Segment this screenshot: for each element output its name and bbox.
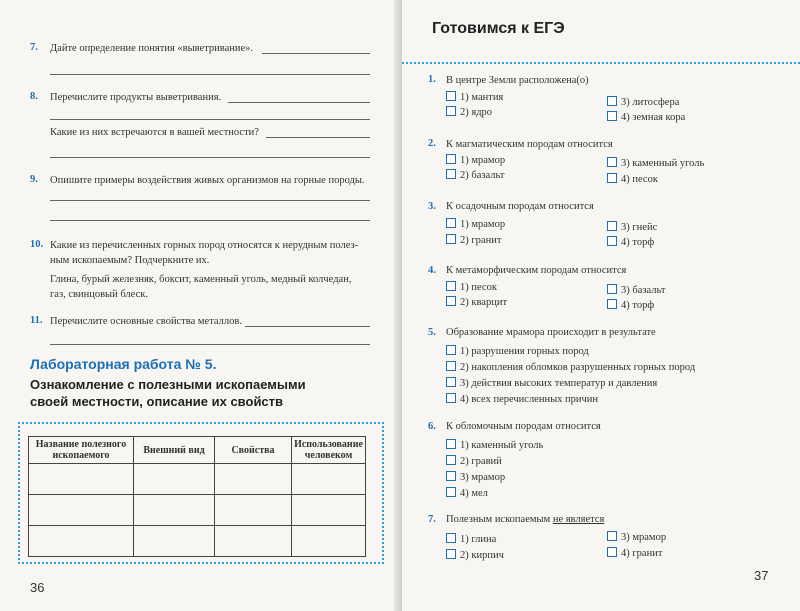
q8-text: Перечислите продукты выветривания. bbox=[50, 92, 222, 103]
answer-option[interactable]: 2) гравий bbox=[446, 455, 502, 468]
answer-option[interactable]: 2) базальт bbox=[446, 169, 505, 182]
page-number-left: 36 bbox=[30, 580, 45, 595]
checkbox-icon[interactable] bbox=[607, 157, 617, 167]
checkbox-icon[interactable] bbox=[446, 361, 456, 371]
exam-q2-text: К магматическим породам относится bbox=[446, 139, 613, 150]
exam-q5-number: 5. bbox=[428, 327, 436, 338]
answer-line bbox=[50, 74, 370, 75]
answer-option[interactable]: 2) ядро bbox=[446, 106, 492, 119]
exam-q6-text: К обломочным породам относится bbox=[446, 421, 601, 432]
q11-text: Перечислите основные свойства металлов. bbox=[50, 316, 242, 327]
checkbox-icon[interactable] bbox=[446, 345, 456, 355]
checkbox-icon[interactable] bbox=[446, 377, 456, 387]
checkbox-icon[interactable] bbox=[446, 296, 456, 306]
answer-line bbox=[50, 344, 370, 345]
checkbox-icon[interactable] bbox=[446, 154, 456, 164]
q10-number: 10. bbox=[30, 239, 44, 250]
exam-q4-number: 4. bbox=[428, 265, 436, 276]
answer-option[interactable]: 1) песок bbox=[446, 281, 497, 294]
q8-subquestion: Какие из них встречаются в вашей местности? bbox=[50, 127, 259, 138]
checkbox-icon[interactable] bbox=[607, 531, 617, 541]
table-cell[interactable] bbox=[29, 495, 134, 526]
answer-option[interactable]: 3) действия высоких температур и давления bbox=[446, 377, 657, 390]
answer-option[interactable]: 4) торф bbox=[607, 299, 654, 312]
exam-q1-text: В центре Земли расположена(о) bbox=[446, 75, 589, 86]
answer-option[interactable]: 4) земная кора bbox=[607, 111, 685, 124]
table-header-row bbox=[29, 437, 366, 464]
checkbox-icon[interactable] bbox=[607, 173, 617, 183]
table-cell[interactable] bbox=[134, 495, 215, 526]
table-cell[interactable] bbox=[215, 495, 292, 526]
table-cell[interactable] bbox=[292, 526, 366, 557]
answer-option[interactable]: 4) гранит bbox=[607, 547, 662, 560]
page-number-right: 37 bbox=[754, 568, 769, 583]
q11-number: 11. bbox=[30, 315, 43, 326]
table-header: Свойства bbox=[215, 437, 292, 464]
answer-option[interactable]: 3) гнейс bbox=[607, 221, 657, 234]
answer-option[interactable]: 4) песок bbox=[607, 173, 658, 186]
checkbox-icon[interactable] bbox=[446, 439, 456, 449]
table-cell[interactable] bbox=[292, 495, 366, 526]
table-row bbox=[29, 495, 366, 526]
exam-q6-number: 6. bbox=[428, 421, 436, 432]
answer-option[interactable]: 4) всех перечисленных причин bbox=[446, 393, 598, 406]
table-cell[interactable] bbox=[215, 464, 292, 495]
table-cell[interactable] bbox=[215, 526, 292, 557]
answer-line bbox=[266, 137, 370, 138]
q7-text: Дайте определение понятия «выветривание». bbox=[50, 43, 254, 54]
lab-subtitle-line1: Ознакомление с полезными ископаемыми bbox=[30, 377, 306, 392]
exam-q3-text: К осадочным породам относится bbox=[446, 201, 594, 212]
exam-q7-text: Полезным ископаемым не является bbox=[446, 514, 605, 525]
answer-option[interactable]: 1) мрамор bbox=[446, 218, 505, 231]
left-page bbox=[0, 0, 398, 611]
lab-subtitle bbox=[30, 376, 306, 410]
q7-number: 7. bbox=[30, 42, 38, 53]
answer-option[interactable]: 3) базальт bbox=[607, 284, 666, 297]
checkbox-icon[interactable] bbox=[607, 284, 617, 294]
exam-q1-number: 1. bbox=[428, 74, 436, 85]
checkbox-icon[interactable] bbox=[446, 106, 456, 116]
answer-option[interactable]: 4) торф bbox=[607, 236, 654, 249]
exam-q3-number: 3. bbox=[428, 201, 436, 212]
table-row bbox=[29, 526, 366, 557]
table-cell[interactable] bbox=[134, 464, 215, 495]
answer-option[interactable]: 3) литосфера bbox=[607, 96, 679, 109]
exam-q4-text: К метаморфическим породам относится bbox=[446, 265, 627, 276]
answer-option[interactable]: 3) каменный уголь bbox=[607, 157, 704, 170]
answer-option[interactable]: 4) мел bbox=[446, 487, 488, 500]
checkbox-icon[interactable] bbox=[446, 455, 456, 465]
checkbox-icon[interactable] bbox=[446, 218, 456, 228]
answer-option[interactable]: 1) разрушения горных пород bbox=[446, 345, 589, 358]
q10-line1: Какие из перечисленных горных пород относятся к нерудным полез- bbox=[50, 240, 359, 251]
answer-line bbox=[262, 53, 370, 54]
table-header: Внешний вид bbox=[134, 437, 215, 464]
answer-option[interactable]: 1) мрамор bbox=[446, 154, 505, 167]
answer-line bbox=[228, 102, 370, 103]
checkbox-icon[interactable] bbox=[446, 169, 456, 179]
answer-option[interactable]: 2) накопления обломков разрушенных горных пород bbox=[446, 361, 695, 374]
answer-line bbox=[245, 326, 370, 327]
lab-table bbox=[28, 436, 366, 557]
table-header: Использование человеком bbox=[292, 437, 366, 464]
q8-number: 8. bbox=[30, 91, 38, 102]
table-header: Название полезного ископаемого bbox=[29, 437, 134, 464]
answer-option[interactable]: 3) мрамор bbox=[607, 531, 666, 544]
right-page bbox=[402, 0, 800, 611]
checkbox-icon[interactable] bbox=[446, 393, 456, 403]
answer-option[interactable]: 2) гранит bbox=[446, 234, 501, 247]
table-row bbox=[29, 464, 366, 495]
checkbox-icon[interactable] bbox=[607, 221, 617, 231]
answer-option[interactable]: 2) кварцит bbox=[446, 296, 507, 309]
checkbox-icon[interactable] bbox=[446, 533, 456, 543]
answer-option[interactable]: 2) кирпич bbox=[446, 549, 504, 562]
answer-line bbox=[50, 200, 370, 201]
q9-text: Опишите примеры воздействия живых организмов на горные породы. bbox=[50, 175, 365, 186]
table-cell[interactable] bbox=[134, 526, 215, 557]
checkbox-icon[interactable] bbox=[446, 234, 456, 244]
lab-title: Лабораторная работа № 5. bbox=[30, 356, 217, 372]
checkbox-icon[interactable] bbox=[607, 236, 617, 246]
exam-prep-title: Готовимся к ЕГЭ bbox=[432, 20, 565, 37]
q10-list-line2: газ, свинцовый блеск. bbox=[50, 289, 148, 300]
checkbox-icon[interactable] bbox=[446, 549, 456, 559]
checkbox-icon[interactable] bbox=[607, 96, 617, 106]
table-cell[interactable] bbox=[29, 526, 134, 557]
answer-line bbox=[50, 157, 370, 158]
answer-option[interactable]: 1) каменный уголь bbox=[446, 439, 543, 452]
table-cell[interactable] bbox=[292, 464, 366, 495]
answer-line bbox=[50, 119, 370, 120]
answer-option[interactable]: 3) мрамор bbox=[446, 471, 505, 484]
q10-list-line1: Глина, бурый железняк, боксит, каменный уголь, медный колчедан, bbox=[50, 274, 352, 285]
lab-subtitle-line2: своей местности, описание их свойств bbox=[30, 394, 284, 409]
exam-q7-number: 7. bbox=[428, 514, 436, 525]
answer-line bbox=[50, 220, 370, 221]
q9-number: 9. bbox=[30, 174, 38, 185]
exam-q2-number: 2. bbox=[428, 138, 436, 149]
exam-q5-text: Образование мрамора происходит в результате bbox=[446, 327, 656, 338]
table-cell[interactable] bbox=[29, 464, 134, 495]
exam-q7-emphasis: не является bbox=[552, 514, 605, 525]
checkbox-icon[interactable] bbox=[446, 471, 456, 481]
checkbox-icon[interactable] bbox=[446, 91, 456, 101]
checkbox-icon[interactable] bbox=[446, 281, 456, 291]
answer-option[interactable]: 1) мантия bbox=[446, 91, 503, 104]
checkbox-icon[interactable] bbox=[607, 547, 617, 557]
checkbox-icon[interactable] bbox=[607, 111, 617, 121]
checkbox-icon[interactable] bbox=[607, 299, 617, 309]
answer-option[interactable]: 1) глина bbox=[446, 533, 496, 546]
checkbox-icon[interactable] bbox=[446, 487, 456, 497]
dotted-divider bbox=[402, 62, 800, 64]
q10-line2: ным ископаемым? Подчеркните их. bbox=[50, 255, 210, 266]
